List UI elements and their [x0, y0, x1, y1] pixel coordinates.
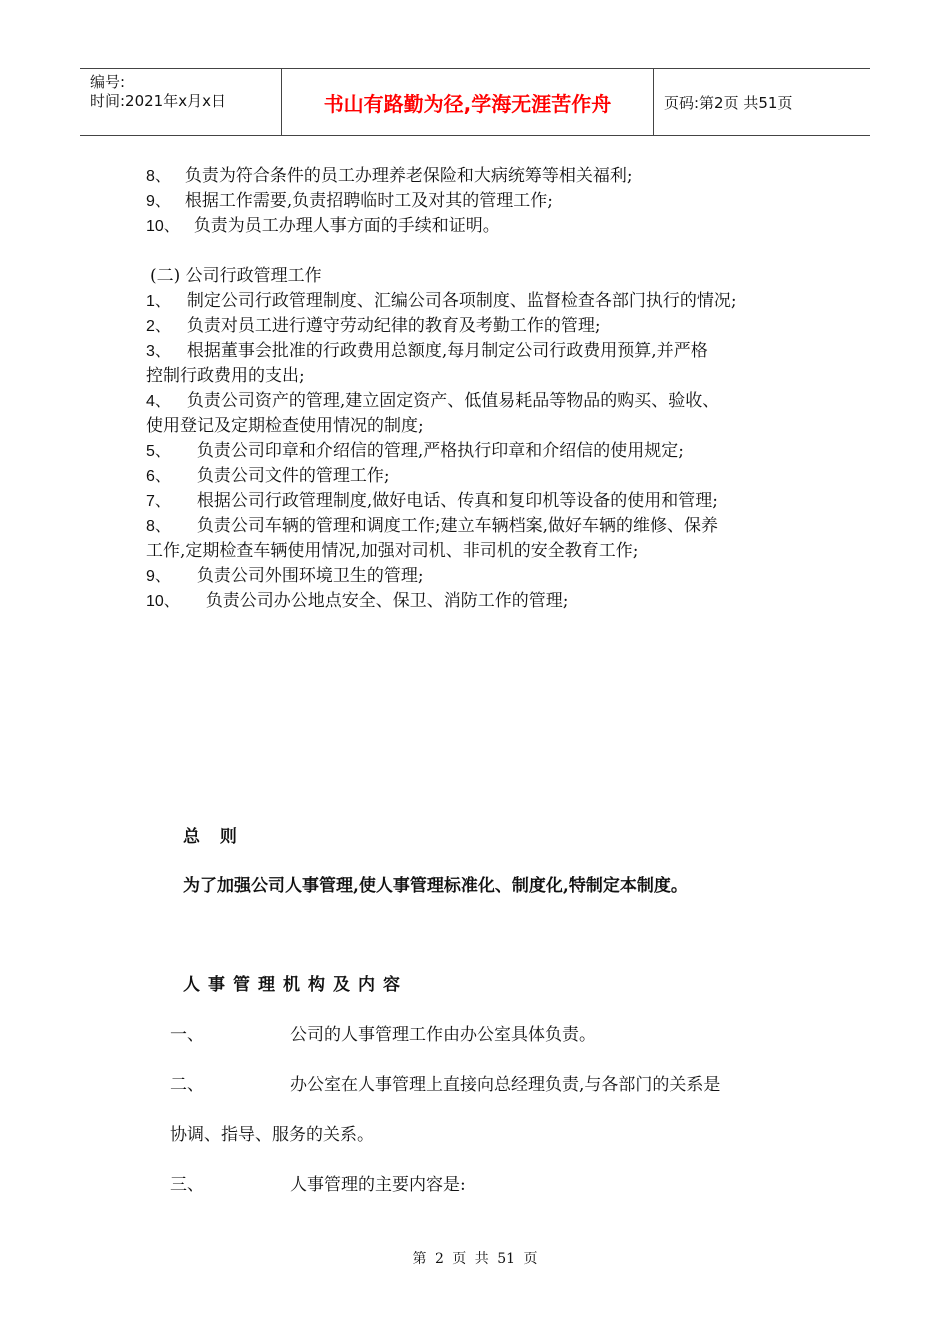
time-label: 时间:2021年x月x日	[90, 92, 226, 110]
list-item-number: 6、	[146, 468, 171, 485]
list-item	[146, 386, 719, 411]
org-item-text: 公司的人事管理工作由办公室具体负责。	[290, 1025, 596, 1045]
list-item-number: 8、	[146, 518, 171, 535]
list-item-number: 4、	[146, 393, 171, 410]
list-item	[146, 211, 500, 236]
org-item-continuation: 协调、指导、服务的关系。	[170, 1125, 374, 1145]
list-item-number: 1、	[146, 293, 171, 310]
org-item-text: 人事管理的主要内容是:	[290, 1175, 466, 1195]
header-meta-cell	[80, 69, 282, 135]
org-item-number: 三、	[170, 1175, 204, 1195]
general-title: 总 则	[183, 827, 237, 847]
list-item-text: 负责为员工办理人事方面的手续和证明。	[193, 216, 500, 236]
list-item-number: 7、	[146, 493, 171, 510]
serial-label: 编号:	[90, 73, 126, 91]
list-item-text: 根据董事会批准的行政费用总额度,每月制定公司行政费用预算,并严格	[186, 341, 708, 361]
list-item-text: 负责公司文件的管理工作;	[196, 466, 390, 486]
section-title: (二) 公司行政管理工作	[150, 266, 322, 286]
list-item-text: 负责公司印章和介绍信的管理,严格执行印章和介绍信的使用规定;	[196, 441, 685, 461]
org-item-number: 一、	[170, 1025, 204, 1045]
list-item-number: 10、	[146, 593, 180, 610]
list-item	[146, 561, 424, 586]
list-item-number: 8、	[146, 168, 171, 185]
list-item	[146, 486, 718, 511]
page-footer: 第 2 页 共 51 页	[412, 1251, 538, 1267]
list-item	[146, 286, 737, 311]
list-item-text: 负责公司资产的管理,建立固定资产、低值易耗品等物品的购买、验收、	[186, 391, 720, 411]
list-item	[146, 186, 553, 211]
page-header	[80, 68, 870, 136]
list-item-text: 负责公司办公地点安全、保卫、消防工作的管理;	[205, 591, 569, 611]
list-item-number: 5、	[146, 443, 171, 460]
header-motto: 书山有路勤为径,学海无涯苦作舟	[282, 69, 654, 135]
list-item-continuation: 使用登记及定期检查使用情况的制度;	[146, 416, 424, 436]
list-item-continuation: 工作,定期检查车辆使用情况,加强对司机、非司机的安全教育工作;	[146, 541, 639, 561]
list-item-text: 根据公司行政管理制度,做好电话、传真和复印机等设备的使用和管理;	[196, 491, 719, 511]
list-item	[146, 461, 390, 486]
list-item	[146, 511, 718, 536]
list-item-number: 9、	[146, 568, 171, 585]
list-item-text: 负责为符合条件的员工办理养老保险和大病统筹等相关福利;	[184, 166, 633, 186]
list-item	[146, 336, 708, 361]
list-item-number: 3、	[146, 343, 171, 360]
org-item-text: 办公室在人事管理上直接向总经理负责,与各部门的关系是	[290, 1075, 721, 1095]
list-item-text: 制定公司行政管理制度、汇编公司各项制度、监督检查各部门执行的情况;	[186, 291, 737, 311]
org-item-number: 二、	[170, 1075, 204, 1095]
list-item	[146, 161, 633, 186]
list-item-number: 9、	[146, 193, 171, 210]
list-item-text: 根据工作需要,负责招聘临时工及对其的管理工作;	[184, 191, 554, 211]
list-item-text: 负责对员工进行遵守劳动纪律的教育及考勤工作的管理;	[186, 316, 601, 336]
general-body: 为了加强公司人事管理,使人事管理标准化、制度化,特制定本制度。	[183, 876, 688, 896]
list-item	[146, 586, 569, 611]
list-item	[146, 436, 684, 461]
list-item-number: 10、	[146, 218, 180, 235]
org-title: 人事管理机构及内容	[183, 975, 408, 995]
list-item-text: 负责公司外围环境卫生的管理;	[196, 566, 424, 586]
list-item-text: 负责公司车辆的管理和调度工作;建立车辆档案,做好车辆的维修、保养	[196, 516, 719, 536]
header-page-info: 页码:第2页 共51页	[664, 93, 793, 112]
list-item-number: 2、	[146, 318, 171, 335]
list-item-continuation: 控制行政费用的支出;	[146, 366, 305, 386]
list-item	[146, 311, 601, 336]
